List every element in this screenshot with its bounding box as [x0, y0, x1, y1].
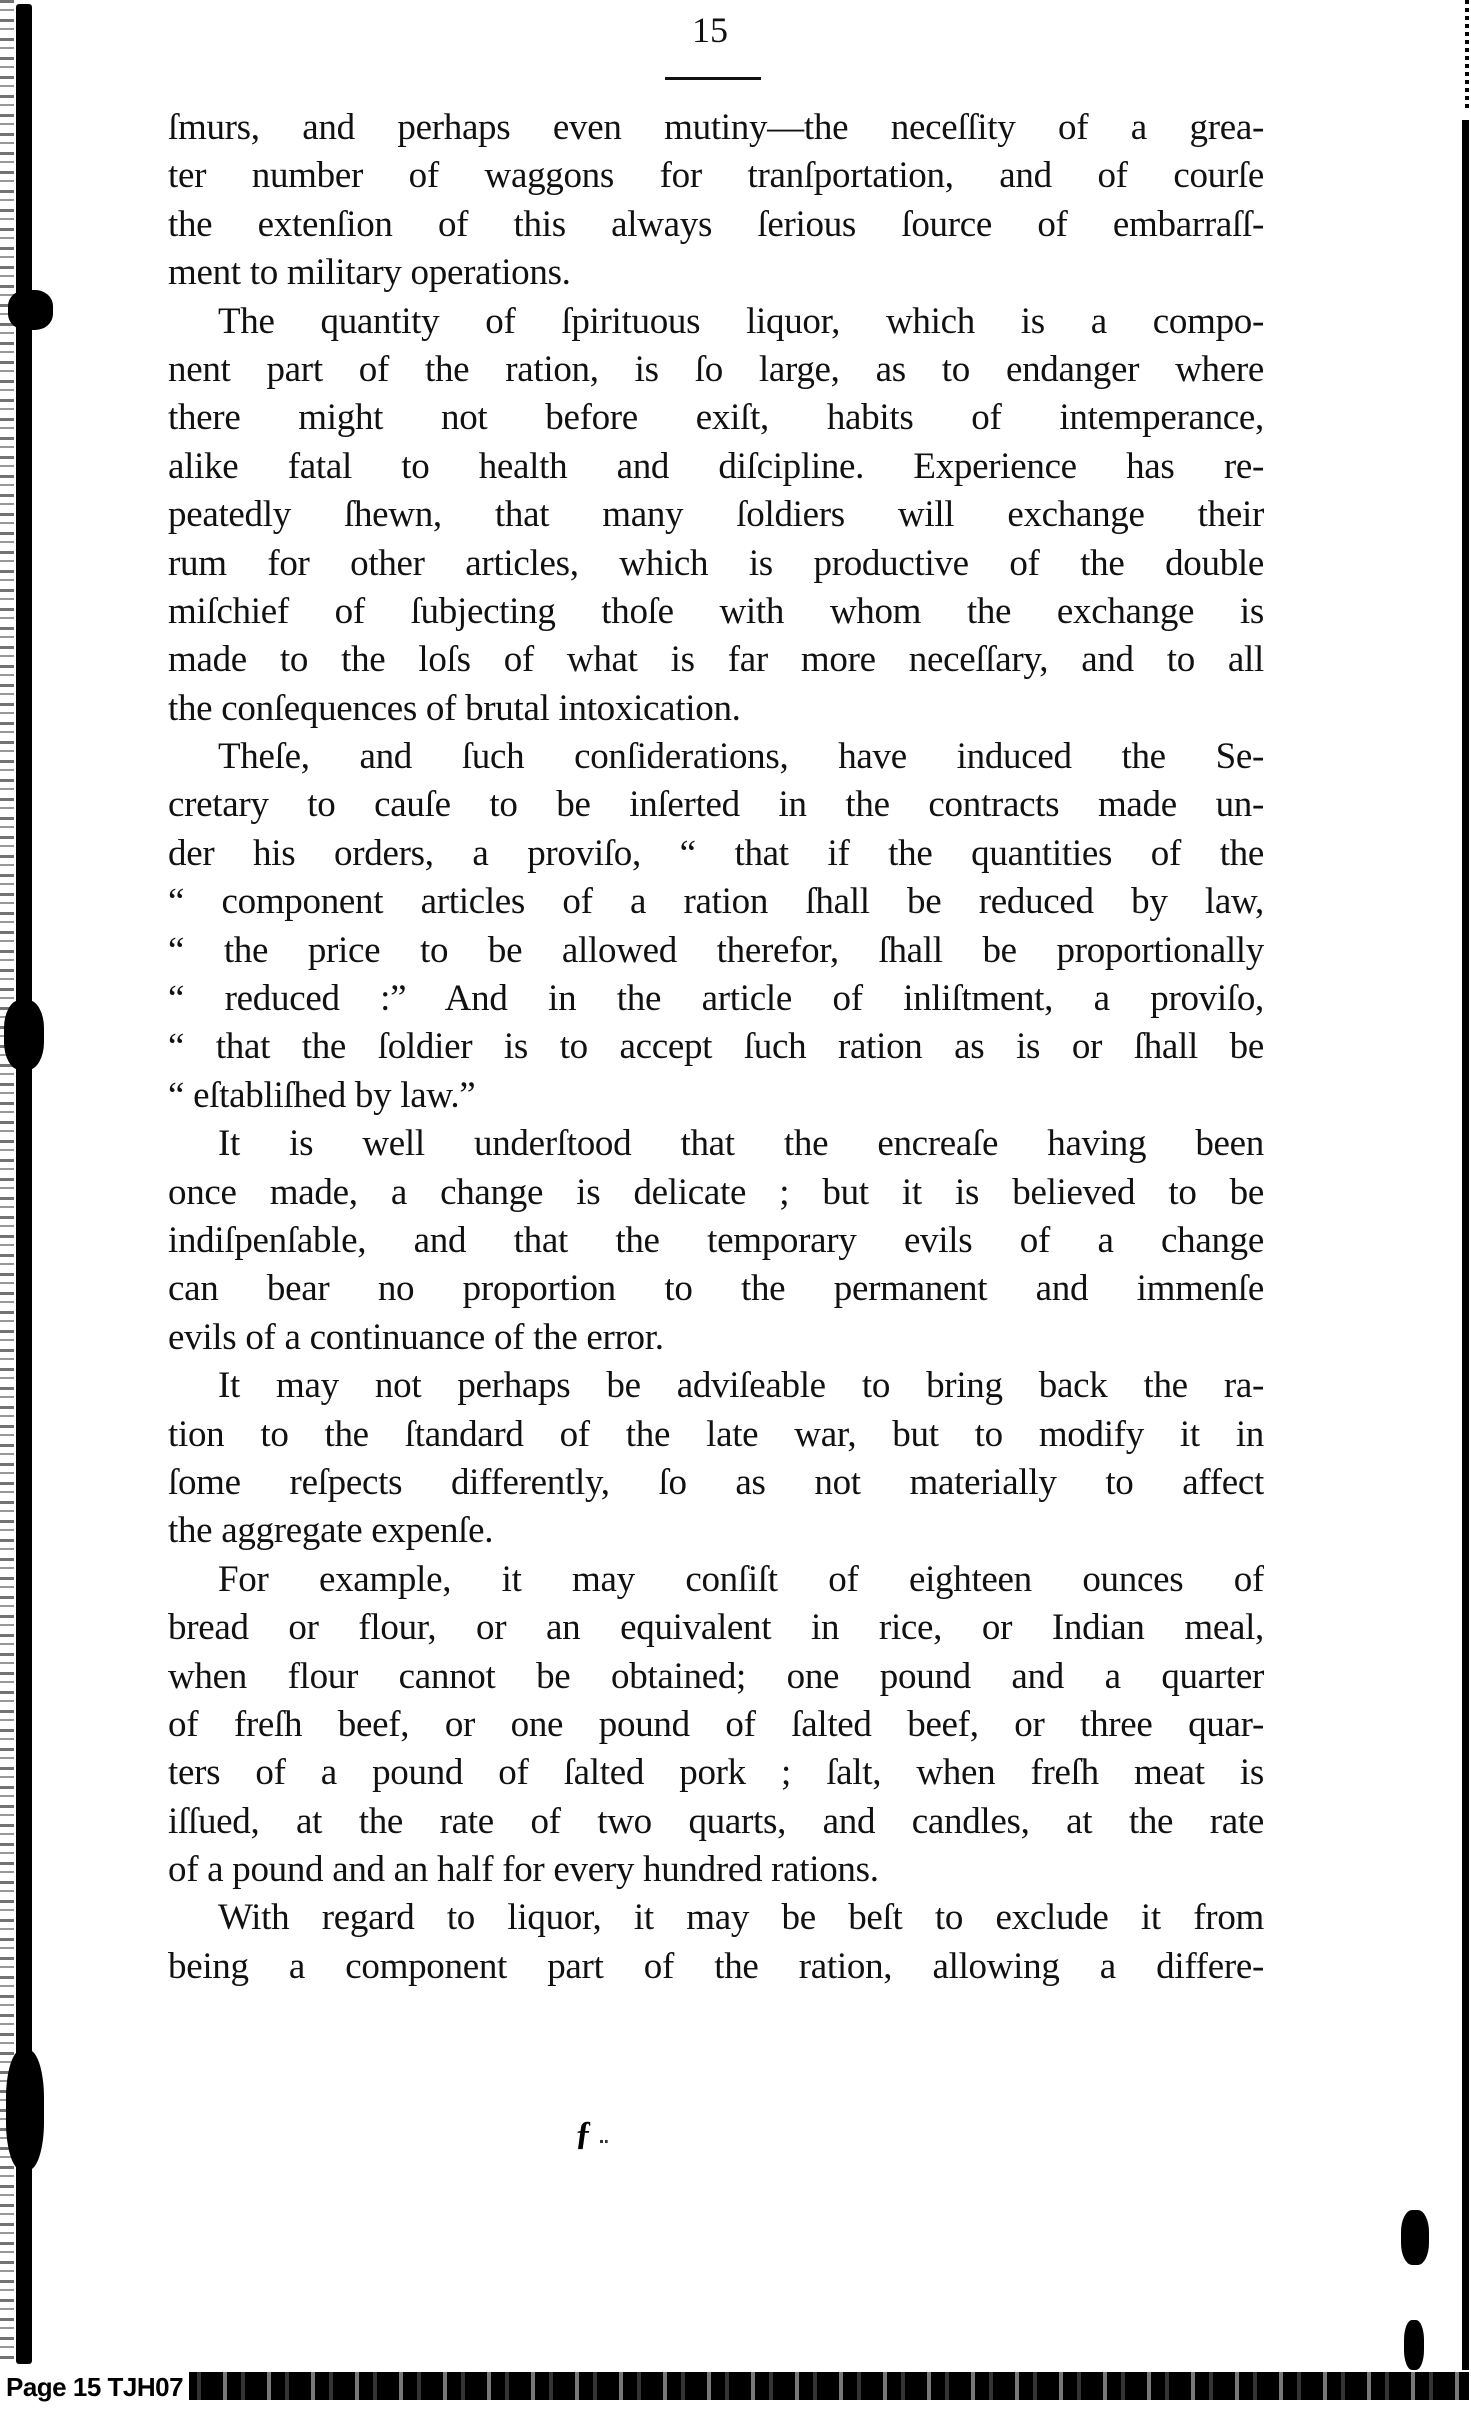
text-line: when flour cannot be obtained; one pound and a quarter — [168, 1655, 1264, 1697]
text-line: alike fatal to health and diſcipline. Experience has re- — [168, 445, 1264, 487]
text-line: tion to the ſtandard of the late war, but to modify it in — [168, 1413, 1264, 1455]
scan-blot — [1401, 2210, 1429, 2265]
text-line: der his orders, a proviſo, “ that if the quantities of the — [168, 832, 1264, 874]
text-line: ters of a pound of ſalted pork ; ſalt, when freſh meat is — [168, 1752, 1264, 1794]
scan-edge-speckle-left — [0, 0, 14, 2365]
text-line: evils of a continuance of the error. — [168, 1316, 664, 1358]
text-line: being a component part of the ration, allowing a differe- — [168, 1945, 1264, 1987]
text-line: “ component articles of a ration ſhall be reduced by law, — [168, 881, 1264, 923]
text-line: ter number of waggons for tranſportation, and of courſe — [168, 155, 1264, 197]
text-line: peatedly ſhewn, that many ſoldiers will exchange their — [168, 494, 1264, 536]
text-line: “ reduced :” And in the article of inliſtment, a proviſo, — [168, 978, 1264, 1020]
scan-border-bottom — [95, 2372, 1469, 2400]
text-line: “ that the ſoldier is to accept ſuch ration as is or ſhall be — [168, 1026, 1264, 1068]
text-line: the conſequences of brutal intoxication. — [168, 687, 741, 729]
text-line: “ eſtabliſhed by law.” — [168, 1074, 476, 1116]
page-number: 15 — [692, 10, 728, 50]
scan-border-right — [1462, 120, 1469, 2370]
text-line: of freſh beef, or one pound of ſalted beef, or three quar- — [168, 1703, 1264, 1745]
text-line: nent part of the ration, is ſo large, as to endanger where — [168, 348, 1264, 390]
scan-border-left — [16, 4, 32, 2364]
header-rule — [665, 77, 761, 80]
text-line: “ the price to be allowed therefor, ſhall be proportionally — [168, 929, 1264, 971]
text-line: It is well underſtood that the encreaſe having been — [218, 1123, 1264, 1165]
ink-dots — [600, 2140, 608, 2146]
text-line: ment to military operations. — [168, 252, 571, 294]
text-line: cretary to cauſe to be inſerted in the contracts made un- — [168, 784, 1264, 826]
scan-blot — [8, 290, 53, 330]
text-line: The quantity of ſpirituous liquor, which is a compo- — [218, 300, 1264, 342]
text-line: It may not perhaps be adviſeable to bring back the ra- — [218, 1365, 1264, 1407]
scan-border-right-upper — [1465, 0, 1469, 110]
text-line: rum for other articles, which is productive of the double — [168, 542, 1264, 584]
text-line: Theſe, and ſuch conſiderations, have induced the Se- — [218, 736, 1264, 778]
text-line: the aggregate expenſe. — [168, 1510, 494, 1552]
text-line: miſchief of ſubjecting thoſe with whom the exchange is — [168, 590, 1264, 632]
text-line: ſome reſpects differently, ſo as not materially to affect — [168, 1461, 1264, 1503]
body-text — [168, 104, 1264, 1991]
scan-blot — [4, 1000, 44, 1070]
text-line: With regard to liquor, it may be beſt to exclude it from — [218, 1897, 1264, 1939]
text-line: iſſued, at the rate of two quarts, and candles, at the rate — [168, 1800, 1264, 1842]
text-line: bread or flour, or an equivalent in rice, or Indian meal, — [168, 1607, 1264, 1649]
scan-blot — [6, 2050, 44, 2170]
text-line: For example, it may conſiſt of eighteen ounces of — [218, 1558, 1264, 1600]
text-line: of a pound and an half for every hundred rations. — [168, 1849, 879, 1891]
text-line: made to the loſs of what is far more neceſſary, and to all — [168, 639, 1264, 681]
text-line: once made, a change is delicate ; but it is believed to be — [168, 1171, 1264, 1213]
footer-page-label: Page 15 TJH07 — [4, 2372, 189, 2402]
text-line: can bear no proportion to the permanent and immenſe — [168, 1268, 1264, 1310]
text-line: the extenſion of this always ſerious ſource of embarraſſ- — [168, 203, 1264, 245]
text-line: ſmurs, and perhaps even mutiny—the neceſſity of a grea- — [168, 107, 1264, 148]
text-line: there might not before exiſt, habits of intemperance, — [168, 397, 1264, 439]
ink-mark: ƒ — [575, 2115, 592, 2152]
text-line: indiſpenſable, and that the temporary evils of a change — [168, 1219, 1264, 1261]
scan-blot — [1404, 2320, 1424, 2370]
